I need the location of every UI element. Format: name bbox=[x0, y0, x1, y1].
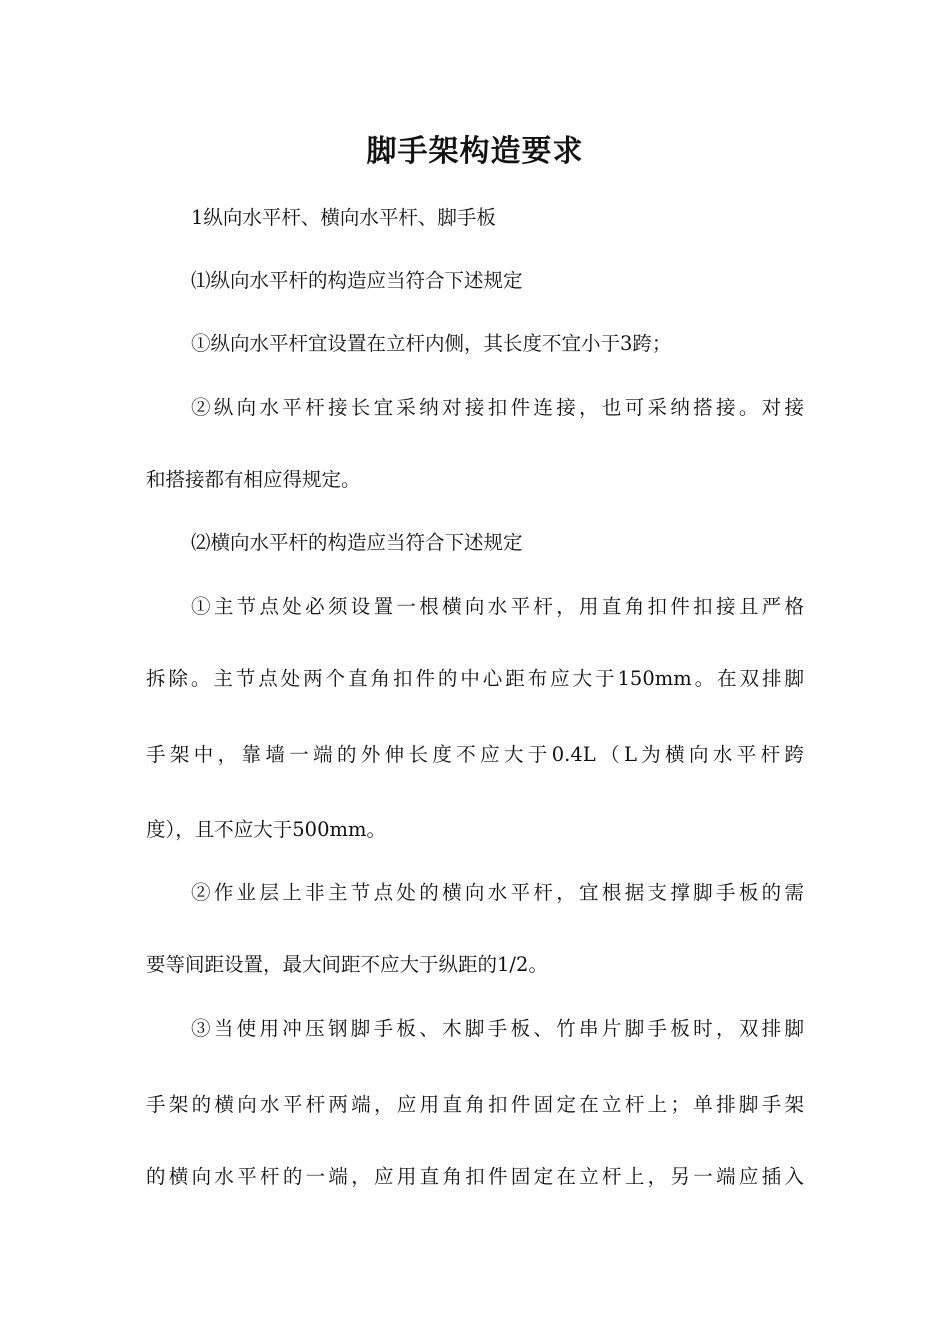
paragraph-line: 手架的横向水平杆两端，应用直角扣件固定在立杆上；单排脚手架 bbox=[146, 1093, 804, 1116]
document-title: 脚手架构造要求 bbox=[366, 134, 584, 169]
paragraph-line: ②作业层上非主节点处的横向水平杆，宜根据支撑脚手板的需 bbox=[191, 881, 804, 904]
paragraph-line: 拆除。主节点处两个直角扣件的中心距布应大于150mm。在双排脚 bbox=[146, 667, 804, 690]
section-heading: 1纵向水平杆、横向水平杆、脚手板 bbox=[191, 206, 496, 229]
paragraph-line: ①主节点处必须设置一根横向水平杆，用直角扣件扣接且严格 bbox=[191, 595, 804, 618]
paragraph-line: ①纵向水平杆宜设置在立杆内侧，其长度不宜小于3跨； bbox=[191, 332, 672, 355]
paragraph-line: 要等间距设置，最大间距不应大于纵距的1/2。 bbox=[146, 953, 548, 976]
subsection-heading: ⑴纵向水平杆的构造应当符合下述规定 bbox=[191, 269, 523, 292]
paragraph-line: ②纵向水平杆接长宜采纳对接扣件连接，也可采纳搭接。对接 bbox=[191, 396, 804, 419]
paragraph-line: 的横向水平杆的一端，应用直角扣件固定在立杆上，另一端应插入 bbox=[146, 1165, 804, 1188]
paragraph-line: ③当使用冲压钢脚手板、木脚手板、竹串片脚手板时，双排脚 bbox=[191, 1017, 804, 1040]
paragraph-line: 和搭接都有相应得规定。 bbox=[146, 468, 361, 491]
paragraph-line: 手架中，靠墙一端的外伸长度不应大于0.4L（L为横向水平杆跨 bbox=[146, 743, 804, 766]
paragraph-line: 度），且不应大于500mm。 bbox=[146, 818, 386, 841]
subsection-heading: ⑵横向水平杆的构造应当符合下述规定 bbox=[191, 531, 523, 554]
